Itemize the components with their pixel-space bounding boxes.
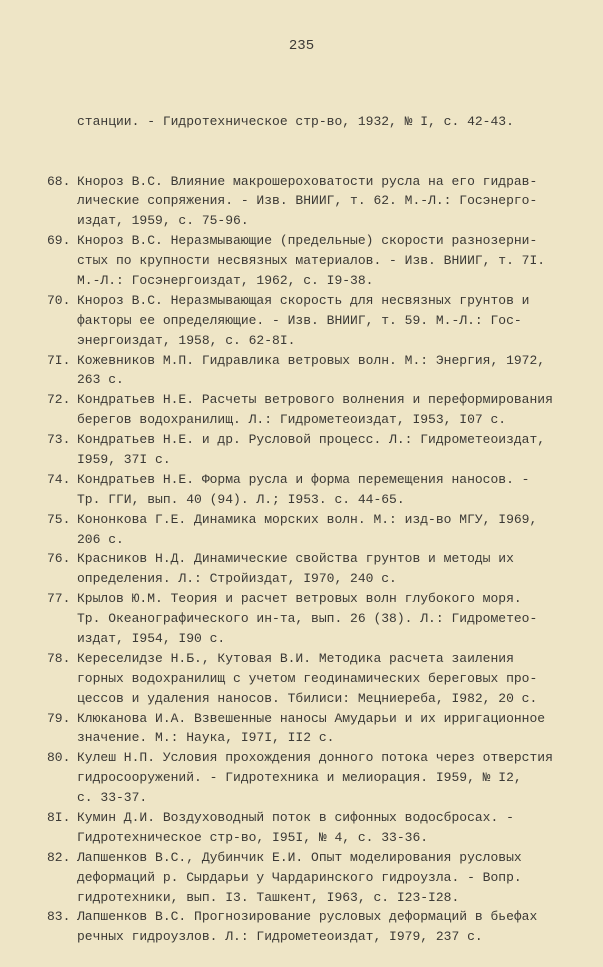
entry-text: горных водохранилищ с учетом геодинамических береговых про- (77, 670, 538, 686)
entry-number (47, 450, 77, 470)
entry-number: 79. (47, 710, 71, 726)
bibliography-list (47, 72, 553, 967)
bibliography-entry (47, 430, 553, 470)
bibliography-entry (47, 231, 553, 291)
entry-number (47, 410, 77, 430)
entry-text: Кожевников М.П. Гидравлика ветровых волн. М.: Энергия, 1972, (77, 352, 546, 368)
entry-number: 78. (47, 650, 71, 666)
entry-text: определения. Л.: Стройиздат, I970, 240 с. (77, 571, 397, 587)
entry-number (47, 490, 77, 510)
entry-line (47, 907, 553, 927)
entry-text: деформаций р. Сырдарьи у Чардаринского гидроузла. - Вопр. (77, 869, 522, 885)
bibliography-entry (47, 291, 553, 351)
entry-line (47, 231, 553, 251)
entry-number (47, 669, 77, 689)
entry-number: 82. (47, 849, 71, 865)
entry-line (47, 748, 553, 768)
entry-line (47, 530, 553, 550)
entry-text: Клюканова И.А. Взвешенные наносы Амударьи и их ирригационное (77, 710, 546, 726)
entry-text: М.-Л.: Госэнергоиздат, 1962, с. I9-38. (77, 272, 374, 288)
entry-line (47, 728, 553, 748)
entry-number: 77. (47, 591, 71, 607)
entry-line (47, 609, 553, 629)
bibliography-entry (47, 848, 553, 908)
entry-text: гидротехники, вып. I3. Ташкент, I963, с. I23-I28. (77, 889, 460, 905)
entry-line (47, 868, 553, 888)
entry-text: Кондратьев Н.Е. и др. Русловой процесс. Л.: Гидрометеоиздат, (77, 432, 546, 448)
entry-text: Лапшенков В.С., Дубинчик Е.И. Опыт моделирования русловых (77, 849, 522, 865)
entry-line (47, 569, 553, 589)
entry-text: с. 33-37. (77, 790, 148, 806)
entry-line (47, 410, 553, 430)
entry-line (47, 351, 553, 371)
entry-number (47, 211, 77, 231)
bibliography-entry (47, 470, 553, 510)
entry-number (47, 530, 77, 550)
entry-text: факторы ее определяющие. - Изв. ВНИИГ, т. 59. М.-Л.: Гос- (77, 312, 522, 328)
entry-text: Крылов Ю.М. Теория и расчет ветровых волн глубокого моря. (77, 591, 522, 607)
entry-text: энергоиздат, 1958, с. 62-8I. (77, 332, 296, 348)
entry-line (47, 888, 553, 908)
entry-number (47, 788, 77, 808)
entry-line (47, 649, 553, 669)
entry-text: Красников Н.Д. Динамические свойства грунтов и методы их (77, 551, 514, 567)
entry-number (47, 828, 77, 848)
entry-line (47, 549, 553, 569)
entry-number: 75. (47, 511, 71, 527)
entry-number (47, 251, 77, 271)
entry-line (47, 689, 553, 709)
entry-line (47, 669, 553, 689)
entry-line (47, 490, 553, 510)
entry-line (47, 808, 553, 828)
entry-line (47, 331, 553, 351)
entry-number: 73. (47, 432, 71, 448)
bibliography-entry (47, 390, 553, 430)
entry-text: Кондратьев Н.Е. Расчеты ветрового волнения и переформирования (77, 392, 553, 408)
entry-text: значение. М.: Наука, I97I, II2 с. (77, 730, 335, 746)
entry-text: речных гидроузлов. Л.: Гидрометеоиздат, I979, 237 с. (77, 929, 483, 945)
entry-number: 68. (47, 173, 71, 189)
entry-text: Кумин Д.И. Воздуховодный поток в сифонных водосбросах. - (77, 810, 514, 826)
entry-line (47, 768, 553, 788)
entry-number (47, 689, 77, 709)
entry-number: 70. (47, 292, 71, 308)
entry-number (47, 728, 77, 748)
entry-number (47, 311, 77, 331)
bibliography-entry (47, 549, 553, 589)
entry-text: Кондратьев Н.Е. Форма русла и форма перемещения наносов. - (77, 471, 530, 487)
entry-text: 263 с. (77, 372, 124, 388)
entry-line (47, 251, 553, 271)
entry-text: издат, I954, I90 с. (77, 631, 226, 646)
entry-text: стых по крупности несвязных материалов. - Изв. ВНИИГ, т. 7I. (77, 253, 546, 269)
entry-number: 69. (47, 233, 71, 249)
entry-number (47, 868, 77, 888)
entry-text: 206 с. (77, 531, 124, 547)
entry-text: Кереселидзе Н.Б., Кутовая В.И. Методика расчета заиления (77, 650, 514, 666)
entry-text: Кнороз В.С. Неразмывающая скорость для несвязных грунтов и (77, 292, 530, 308)
entry-line (47, 927, 553, 947)
entry-line (47, 430, 553, 450)
entry-line (47, 709, 553, 729)
entry-line (47, 589, 553, 609)
entry-text: Лапшенков В.С. Прогнозирование русловых деформаций в бьефах (77, 909, 538, 925)
entry-line (47, 191, 553, 211)
entry-number: 80. (47, 750, 71, 766)
bibliography-entry (47, 748, 553, 808)
entry-text: лические сопряжения. - Изв. ВНИИГ, т. 62. М.-Л.: Госэнерго- (77, 193, 538, 209)
entry-text: гидросооружений. - Гидротехника и мелиорация. I959, № I2, (77, 770, 522, 786)
entry-number (47, 629, 77, 649)
bibliography-entry (47, 808, 553, 848)
entry-text: Кулеш Н.П. Условия прохождения донного потока через отверстия (77, 750, 553, 766)
entry-number (47, 609, 77, 629)
entry-number (47, 331, 77, 351)
continuation-line: станции. - Гидротехническое стр-во, 1932, № I, с. 42-43. (77, 113, 514, 129)
bibliography-entry (47, 172, 553, 232)
entry-number: 7I. (47, 352, 71, 368)
entry-line (47, 291, 553, 311)
entry-line (47, 828, 553, 848)
entry-number: 72. (47, 392, 71, 408)
entry-number (47, 927, 77, 947)
entry-text: I959, 37I с. (77, 451, 171, 467)
entry-number (47, 370, 77, 390)
entry-line (47, 629, 553, 649)
bibliography-entry (47, 907, 553, 947)
bibliography-entry (47, 351, 553, 391)
entry-text: Тр. ГГИ, вып. 40 (94). Л.; I953. с. 44-65. (77, 491, 405, 507)
entry-number: 83. (47, 909, 71, 925)
entry-number (47, 191, 77, 211)
entry-number (47, 569, 77, 589)
entry-text: Кононкова Г.Е. Динамика морских волн. М.: изд-во МГУ, I969, (77, 511, 538, 527)
entry-text: издат, 1959, с. 75-96. (77, 213, 249, 229)
entry-text: Тр. Океанографического ин-та, вып. 26 (38). Л.: Гидрометео- (77, 611, 538, 627)
bibliography-entry (47, 510, 553, 550)
entry-line (47, 311, 553, 331)
entry-line (47, 390, 553, 410)
entry-line (47, 848, 553, 868)
entry-number (47, 768, 77, 788)
entry-line (47, 172, 553, 192)
entry-line (47, 450, 553, 470)
entry-text: Кнороз В.С. Влияние макрошероховатости русла на его гидрав- (77, 173, 538, 189)
entry-line (47, 271, 553, 291)
entry-text: берегов водохранилищ. Л.: Гидрометеоиздат, I953, I07 с. (77, 412, 507, 428)
entries (47, 172, 553, 948)
entry-number (47, 888, 77, 908)
entry-line (47, 788, 553, 808)
entry-line (47, 470, 553, 490)
entry-text: цессов и удаления наносов. Тбилиси: Мецниереба, I982, 20 с. (77, 690, 538, 706)
bibliography-entry (47, 649, 553, 709)
bibliography-entry (47, 589, 553, 649)
bibliography-entry (47, 709, 553, 749)
entry-number (47, 271, 77, 291)
entry-number: 76. (47, 551, 71, 567)
page-number: 235 (288, 38, 315, 54)
entry-number: 8I. (47, 810, 71, 826)
entry-line (47, 211, 553, 231)
entry-text: Кнороз В.С. Неразмывающие (предельные) скорости разнозерни- (77, 233, 538, 249)
entry-line (47, 510, 553, 530)
entry-line (47, 370, 553, 390)
entry-number: 74. (47, 471, 71, 487)
entry-text: Гидротехническое стр-во, I95I, № 4, с. 33-36. (77, 829, 429, 845)
